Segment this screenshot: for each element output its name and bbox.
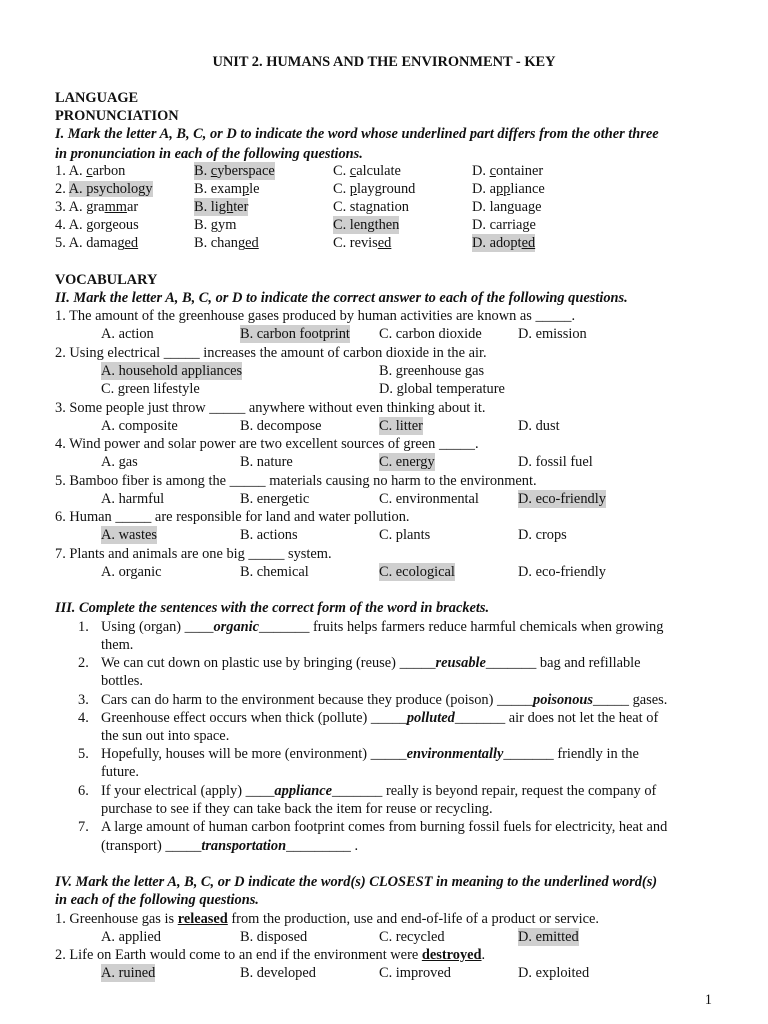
s2-q2-stem: 2. Using electrical _____ increases the amount of carbon dioxide in the air.: [55, 345, 487, 361]
section1-instruction: I. Mark the letter A, B, C, or D to indicate the word whose underlined part differs from the other three: [55, 126, 659, 142]
s2-q5-option-a: A. harmful: [101, 491, 165, 507]
s3-item4-number: 4.: [78, 710, 89, 726]
s3-item5-cont: future.: [101, 764, 139, 780]
s3-item6-text: If your electrical (apply) ____appliance_______ really is beyond repair, request the company of: [101, 783, 657, 799]
s1-q3-option-d: D. language: [472, 199, 542, 215]
s3-item2-cont: bottles.: [101, 673, 143, 689]
s2-q4-option-c: C. energy: [379, 454, 435, 470]
s1-q3-option-b: B. lighter: [194, 199, 249, 215]
s3-item5-text: Hopefully, houses will be more (environment) _____environmentally_______ friendly in the: [101, 746, 639, 762]
section3-instruction: III. Complete the sentences with the correct form of the word in brackets.: [55, 600, 490, 616]
s2-q5-option-c: C. environmental: [379, 491, 479, 507]
s4-q2-option-c: C. improved: [379, 965, 451, 981]
s2-q1-option-c: C. carbon dioxide: [379, 326, 482, 342]
s2-q6-option-b: B. actions: [240, 527, 298, 543]
s2-q3-option-d: D. dust: [518, 418, 560, 434]
page-number: 1: [704, 992, 712, 1008]
s2-q3-option-c: C. litter: [379, 418, 423, 434]
s3-item4-cont: the sun out into space.: [101, 728, 230, 744]
s4-q1-option-a: A. applied: [101, 929, 161, 945]
s3-item3-text: Cars can do harm to the environment because they produce (poison) _____poisonous_____ gases.: [101, 692, 668, 708]
s3-item6-cont: purchase to see if they can take back the item for reuse or recycling.: [101, 801, 493, 817]
s1-q5-option-c: C. revised: [333, 235, 392, 251]
s2-q7-stem: 7. Plants and animals are one big _____ system.: [55, 546, 332, 562]
s1-q5-option-b: B. changed: [194, 235, 259, 251]
section2-instruction: II. Mark the letter A, B, C, or D to indicate the correct answer to each of the following questions.: [55, 290, 628, 306]
s1-q2-option-d: D. appliance: [472, 181, 545, 197]
s3-item5-number: 5.: [78, 746, 89, 762]
s2-q1-stem: 1. The amount of the greenhouse gases produced by human activities are known as _____.: [55, 308, 576, 324]
s1-q5-option-d: D. adopted: [472, 235, 536, 251]
s1-q4-option-a: 4. A. gorgeous: [55, 217, 139, 233]
s1-q1-option-a: 1. A. carbon: [55, 163, 126, 179]
s2-q2-option-c: C. green lifestyle: [101, 381, 200, 397]
s4-q2-option-b: B. developed: [240, 965, 316, 981]
s2-q1-option-a: A. action: [101, 326, 154, 342]
s1-q2-option-b: B. example: [194, 181, 260, 197]
s1-q2-option-a: 2. A. psychology: [55, 181, 153, 197]
s2-q7-option-c: C. ecological: [379, 564, 455, 580]
s3-item7-number: 7.: [78, 819, 89, 835]
s1-q1-option-c: C. calculate: [333, 163, 401, 179]
s2-q7-option-a: A. organic: [101, 564, 162, 580]
section4-instruction-cont: in each of the following questions.: [55, 892, 259, 908]
s3-item1-number: 1.: [78, 619, 89, 635]
s3-item7-cont: (transport) _____transportation_________ .: [101, 838, 359, 854]
s2-q1-option-b: B. carbon footprint: [240, 326, 350, 342]
document-title: UNIT 2. HUMANS AND THE ENVIRONMENT - KEY: [212, 54, 556, 70]
heading-pronunciation: PRONUNCIATION: [55, 108, 179, 124]
s2-q2-option-b: B. greenhouse gas: [379, 363, 485, 379]
s3-item3-number: 3.: [78, 692, 89, 708]
s4-q1-option-c: C. recycled: [379, 929, 445, 945]
s3-item4-text: Greenhouse effect occurs when thick (pollute) _____polluted_______ air does not let the heat of: [101, 710, 659, 726]
section1-instruction-cont: in pronunciation in each of the following questions.: [55, 146, 363, 162]
s2-q7-option-b: B. chemical: [240, 564, 309, 580]
s2-q6-option-c: C. plants: [379, 527, 431, 543]
heading-language: LANGUAGE: [55, 90, 139, 106]
s1-q1-option-d: D. container: [472, 163, 544, 179]
s1-q1-option-b: B. cyberspace: [194, 163, 275, 179]
s3-item1-cont: them.: [101, 637, 134, 653]
s2-q4-option-d: D. fossil fuel: [518, 454, 593, 470]
s2-q6-stem: 6. Human _____ are responsible for land and water pollution.: [55, 509, 410, 525]
s4-q2-option-a: A. ruined: [101, 965, 156, 981]
section4-instruction: IV. Mark the letter A, B, C, or D indicate the word(s) CLOSEST in meaning to the underlined word(s): [55, 874, 658, 890]
s2-q2-option-d: D. global temperature: [379, 381, 505, 397]
s1-q3-option-a: 3. A. grammar: [55, 199, 139, 215]
s3-item6-number: 6.: [78, 783, 89, 799]
s3-item2-text: We can cut down on plastic use by bringing (reuse) _____reusable_______ bag and refillable: [101, 655, 641, 671]
s2-q5-option-d: D. eco-friendly: [518, 491, 606, 507]
s2-q5-stem: 5. Bamboo fiber is among the _____ materials causing no harm to the environment.: [55, 473, 537, 489]
s4-q2-option-d: D. exploited: [518, 965, 590, 981]
s2-q1-option-d: D. emission: [518, 326, 587, 342]
s2-q5-option-b: B. energetic: [240, 491, 310, 507]
s1-q3-option-c: C. stagnation: [333, 199, 409, 215]
s2-q2-option-a: A. household appliances: [101, 363, 243, 379]
s1-q4-option-d: D. carriage: [472, 217, 536, 233]
s2-q6-option-a: A. wastes: [101, 527, 157, 543]
s1-q4-option-c: C. lengthen: [333, 217, 400, 233]
s1-q5-option-a: 5. A. damaged: [55, 235, 139, 251]
s4-q1-option-b: B. disposed: [240, 929, 308, 945]
s2-q4-stem: 4. Wind power and solar power are two excellent sources of green _____.: [55, 436, 479, 452]
s4-q1-option-d: D. emitted: [518, 929, 579, 945]
s3-item2-number: 2.: [78, 655, 89, 671]
s2-q3-option-a: A. composite: [101, 418, 178, 434]
s2-q3-stem: 3. Some people just throw _____ anywhere without even thinking about it.: [55, 400, 486, 416]
s2-q3-option-b: B. decompose: [240, 418, 322, 434]
s4-q1-stem: 1. Greenhouse gas is released from the production, use and end-of-life of a product or service.: [55, 911, 600, 927]
s2-q6-option-d: D. crops: [518, 527, 567, 543]
s4-q2-stem: 2. Life on Earth would come to an end if the environment were destroyed.: [55, 947, 486, 963]
s3-item7-text: A large amount of human carbon footprint comes from burning fossil fuels for electricity, heat and: [101, 819, 668, 835]
s2-q7-option-d: D. eco-friendly: [518, 564, 606, 580]
s2-q4-option-b: B. nature: [240, 454, 293, 470]
s1-q2-option-c: C. playground: [333, 181, 416, 197]
s3-item1-text: Using (organ) ____organic_______ fruits helps farmers reduce harmful chemicals when growing: [101, 619, 664, 635]
s2-q4-option-a: A. gas: [101, 454, 138, 470]
s1-q4-option-b: B. gym: [194, 217, 237, 233]
heading-vocabulary: VOCABULARY: [55, 272, 158, 288]
